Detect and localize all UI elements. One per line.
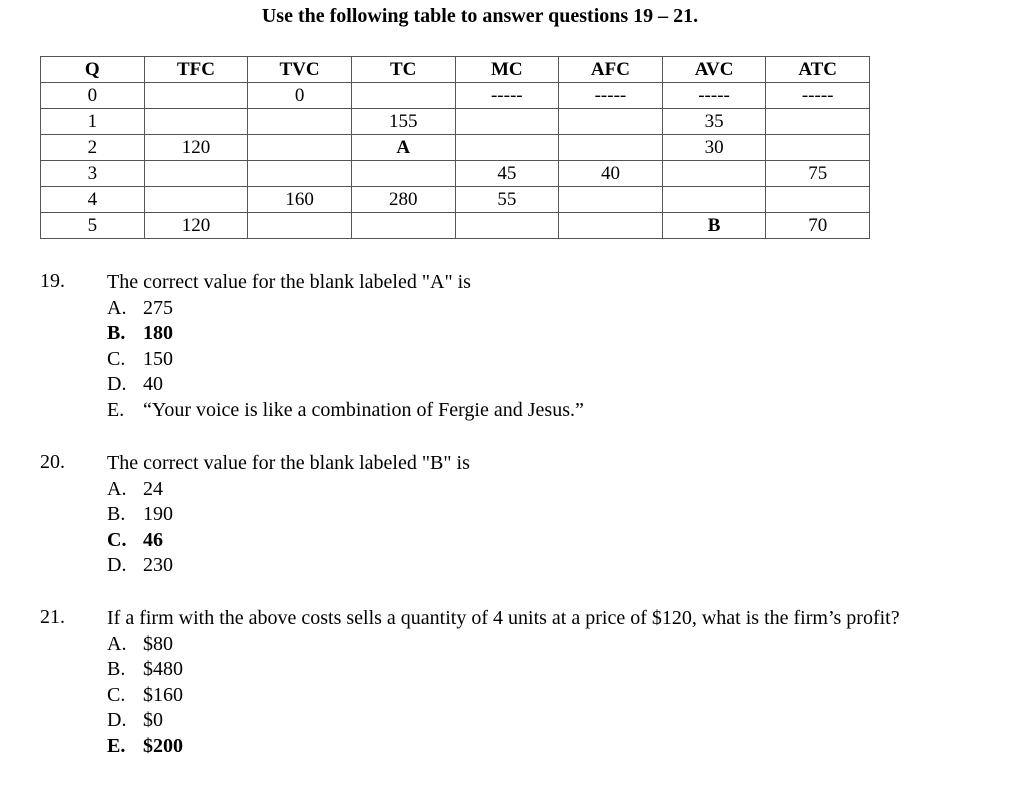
option-letter: C. (107, 347, 126, 370)
answer-option (107, 632, 907, 658)
table-row (41, 187, 870, 213)
table-cell (248, 161, 352, 187)
header-mc: MC (455, 57, 559, 83)
option-letter: B. (107, 658, 126, 680)
question-number: 19. (40, 270, 65, 292)
table-cell: ----- (662, 83, 766, 109)
table-cell: 0 (41, 83, 145, 109)
answer-option (107, 347, 907, 373)
table-cell (662, 161, 766, 187)
question-text: If a firm with the above costs sells a quantity of 4 units at a price of $120, what is the firm’s profit? (107, 607, 900, 629)
table-cell (559, 187, 663, 213)
table-cell: 1 (41, 109, 145, 135)
table-cell: ----- (455, 83, 559, 109)
table-row (41, 161, 870, 187)
table-cell (144, 161, 248, 187)
answer-option (107, 502, 907, 528)
option-text: $80 (143, 632, 173, 655)
table-cell: 55 (455, 187, 559, 213)
cost-table (40, 56, 870, 239)
option-letter: A. (107, 296, 127, 319)
option-letter: D. (107, 373, 127, 395)
table-cell: 120 (144, 135, 248, 161)
header-tc: TC (351, 57, 455, 83)
answer-option-selected (107, 734, 907, 760)
blank-a-cell: A (351, 135, 455, 161)
answer-option-selected (107, 528, 907, 554)
table-cell: 120 (144, 213, 248, 239)
table-cell: 5 (41, 213, 145, 239)
table-cell: 2 (41, 135, 145, 161)
table-cell: 280 (351, 187, 455, 213)
option-text: 275 (143, 296, 173, 319)
table-row (41, 135, 870, 161)
option-letter: B. (107, 503, 126, 525)
table-cell (559, 135, 663, 161)
answer-option (107, 477, 907, 503)
table-cell: 0 (248, 83, 352, 109)
option-text: 40 (143, 373, 163, 395)
answer-option-selected (107, 321, 907, 347)
table-cell: 75 (766, 161, 870, 187)
option-letter: C. (107, 683, 126, 706)
option-text: $200 (143, 734, 183, 757)
table-cell (455, 135, 559, 161)
option-text: 24 (143, 477, 163, 500)
option-text: 46 (143, 528, 163, 551)
option-letter: A. (107, 632, 127, 655)
header-afc: AFC (559, 57, 663, 83)
header-q: Q (41, 57, 145, 83)
answer-option (107, 657, 907, 683)
table-cell (351, 83, 455, 109)
table-cell: 155 (351, 109, 455, 135)
table-cell: 4 (41, 187, 145, 213)
table-cell: 3 (41, 161, 145, 187)
table-cell (766, 109, 870, 135)
table-row (41, 83, 870, 109)
table-cell: 45 (455, 161, 559, 187)
answer-option (107, 296, 907, 322)
option-letter: A. (107, 477, 127, 500)
table-cell (351, 213, 455, 239)
option-letter: B. (107, 322, 126, 344)
option-text: $0 (143, 709, 163, 731)
table-cell (351, 161, 455, 187)
table-row (41, 109, 870, 135)
table-cell: 40 (559, 161, 663, 187)
table-cell (766, 135, 870, 161)
table-row (41, 213, 870, 239)
header-tvc: TVC (248, 57, 352, 83)
option-letter: D. (107, 709, 127, 731)
table-cell (144, 83, 248, 109)
option-letter: E. (107, 734, 126, 757)
question-text: The correct value for the blank labeled "B" is (107, 452, 470, 474)
table-cell (248, 213, 352, 239)
table-cell (455, 109, 559, 135)
table-cell (766, 187, 870, 213)
option-text: 190 (143, 503, 173, 525)
option-letter: E. (107, 398, 125, 421)
table-cell (248, 135, 352, 161)
answer-option (107, 708, 907, 734)
option-text: $480 (143, 658, 183, 680)
option-text: 230 (143, 554, 173, 576)
table-cell: 160 (248, 187, 352, 213)
table-cell (559, 213, 663, 239)
header-tfc: TFC (144, 57, 248, 83)
option-text: 180 (143, 322, 173, 344)
question-number: 21. (40, 606, 65, 628)
table-cell: ----- (559, 83, 663, 109)
answer-option (107, 683, 907, 709)
answer-option (107, 398, 907, 424)
page-title: Use the following table to answer questions 19 – 21. (261, 5, 699, 27)
table-cell (662, 187, 766, 213)
header-avc: AVC (662, 57, 766, 83)
answer-option (107, 372, 907, 398)
table-cell: 70 (766, 213, 870, 239)
option-text: 150 (143, 347, 173, 370)
table-cell (248, 109, 352, 135)
table-cell (144, 109, 248, 135)
table-cell (144, 187, 248, 213)
question-text: The correct value for the blank labeled "A" is (107, 271, 471, 293)
table-header-row (41, 57, 870, 83)
table-cell: ----- (766, 83, 870, 109)
table-cell (559, 109, 663, 135)
table-cell: 30 (662, 135, 766, 161)
blank-b-cell: B (662, 213, 766, 239)
option-text: $160 (143, 683, 183, 706)
option-text: “Your voice is like a combination of Fergie and Jesus.” (143, 398, 584, 421)
question-number: 20. (40, 451, 65, 473)
option-letter: D. (107, 554, 127, 576)
option-letter: C. (107, 528, 127, 551)
header-atc: ATC (766, 57, 870, 83)
answer-option (107, 553, 907, 579)
table-cell (455, 213, 559, 239)
table-cell: 35 (662, 109, 766, 135)
